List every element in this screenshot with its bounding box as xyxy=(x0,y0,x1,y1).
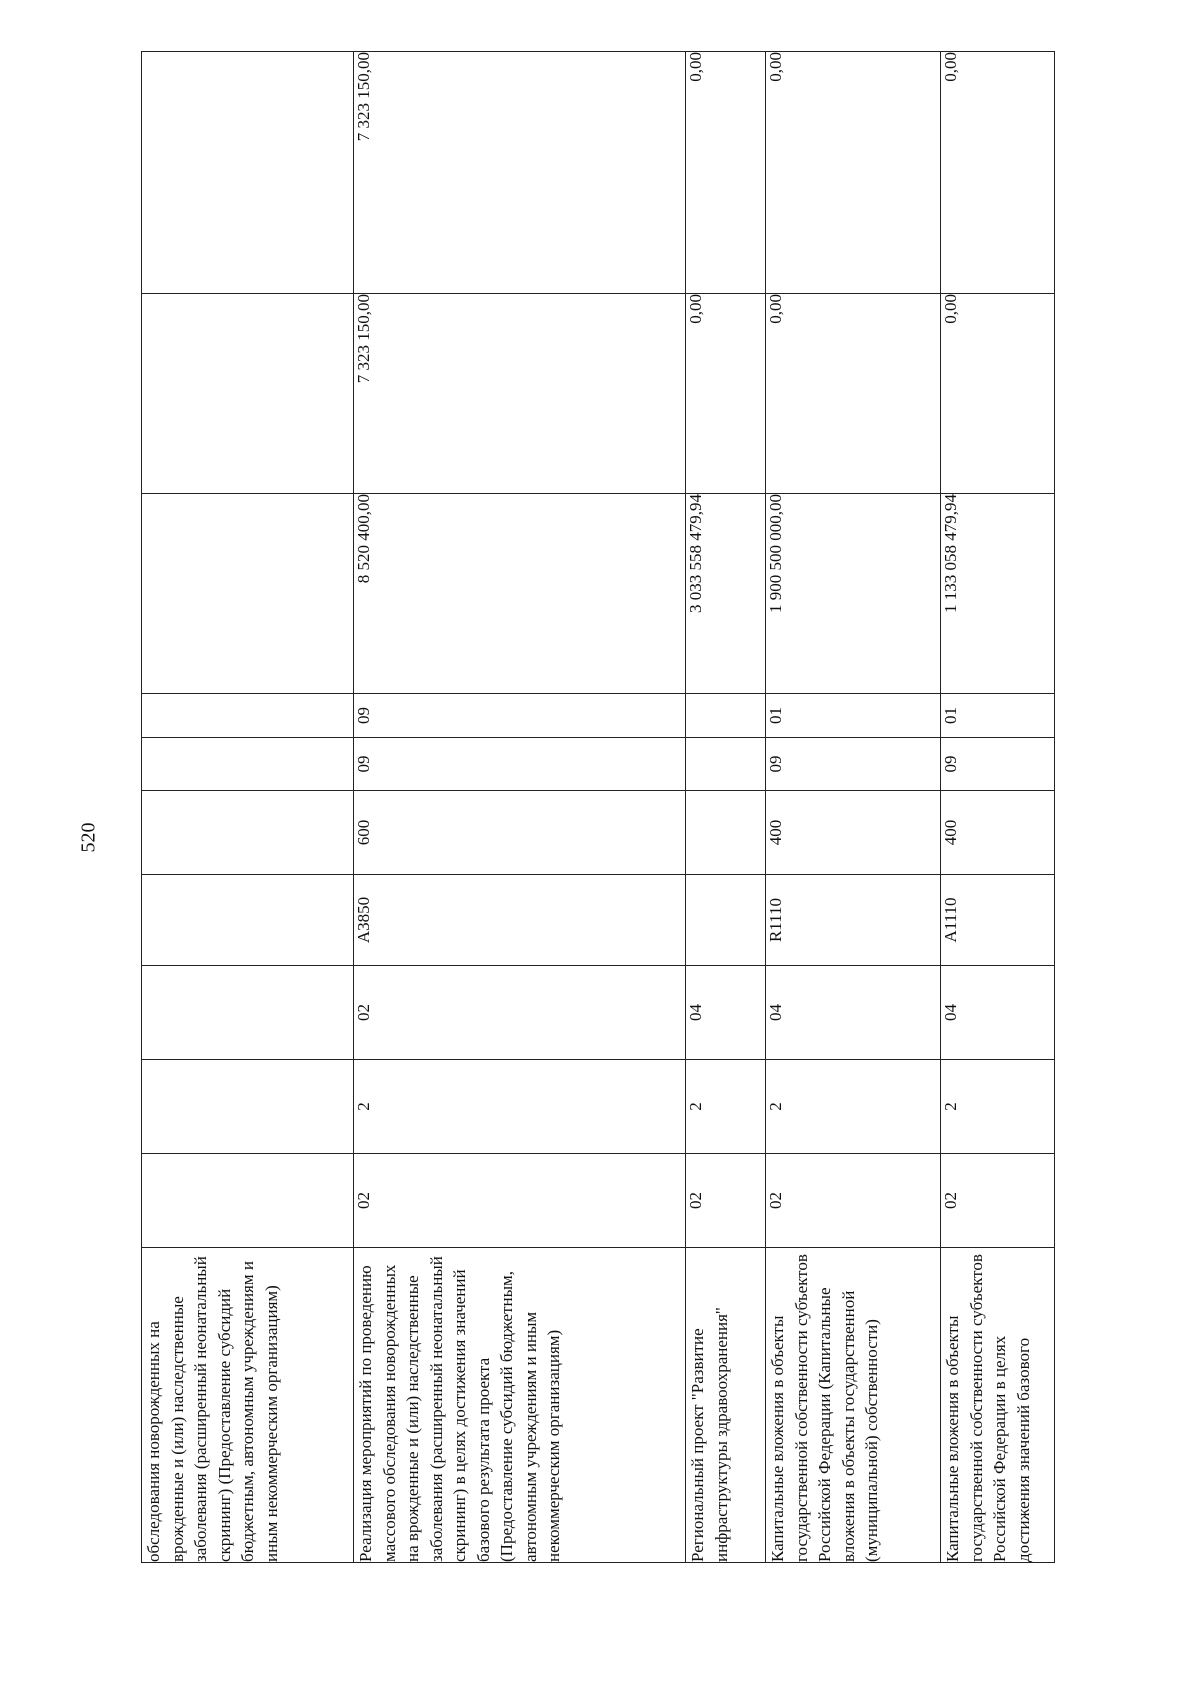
amount-cell: 8 520 400,00 xyxy=(354,494,686,694)
code-cell: R1110 xyxy=(766,875,941,966)
code-cell: 400 xyxy=(941,791,1055,875)
code-cell xyxy=(142,1060,354,1154)
page-number: 520 xyxy=(77,822,100,853)
code-cell: 2 xyxy=(941,1060,1055,1154)
code-cell xyxy=(142,875,354,966)
code-cell xyxy=(142,694,354,738)
code-cell xyxy=(142,1154,354,1248)
amount-cell: 3 033 558 479,94 xyxy=(686,494,766,694)
amount-cell: 0,00 xyxy=(766,52,941,294)
row-description: Региональный проект "Развитие инфраструктуры здравоохранения" xyxy=(686,1248,766,1563)
amount-cell: 7 323 150,00 xyxy=(354,294,686,494)
amount-cell xyxy=(142,52,354,294)
code-cell: 2 xyxy=(686,1060,766,1154)
code-cell xyxy=(142,966,354,1060)
code-cell: 2 xyxy=(354,1060,686,1154)
code-cell: 09 xyxy=(354,738,686,791)
code-cell: 2 xyxy=(766,1060,941,1154)
code-cell: 600 xyxy=(354,791,686,875)
code-cell: 02 xyxy=(941,1154,1055,1248)
code-cell: 02 xyxy=(354,1154,686,1248)
code-cell: 09 xyxy=(766,738,941,791)
code-cell: 02 xyxy=(766,1154,941,1248)
rotated-table-container xyxy=(141,52,1054,1563)
row-description: Реализация мероприятий по проведению массового обследования новорожденных на врожденные и (или) наследственные заболевания (расширенный неонатальный скрининг) в целях достижения значений базового результата проекта (Предоставление субсидий бюджетным, автономным учреждениям и иным некоммерческим организациям) xyxy=(354,1248,686,1563)
code-cell xyxy=(686,694,766,738)
code-cell xyxy=(142,738,354,791)
code-cell: 02 xyxy=(686,1154,766,1248)
amount-cell: 7 323 150,00 xyxy=(354,52,686,294)
amount-cell: 1 133 058 479,94 xyxy=(941,494,1055,694)
table-row xyxy=(354,52,686,1563)
code-cell: 01 xyxy=(766,694,941,738)
code-cell xyxy=(686,738,766,791)
code-cell: A3850 xyxy=(354,875,686,966)
amount-cell: 0,00 xyxy=(941,52,1055,294)
amount-cell xyxy=(142,494,354,694)
table-row xyxy=(766,52,941,1563)
amount-cell: 0,00 xyxy=(766,294,941,494)
code-cell: 09 xyxy=(354,694,686,738)
amount-cell: 0,00 xyxy=(686,52,766,294)
code-cell: 400 xyxy=(766,791,941,875)
table-row xyxy=(941,52,1055,1563)
row-description: Капитальные вложения в объекты государственной собственности субъектов Российской Федерации в целях достижения значений базового xyxy=(941,1248,1055,1563)
table-row xyxy=(686,52,766,1563)
code-cell: 04 xyxy=(686,966,766,1060)
table-row xyxy=(142,52,354,1563)
amount-cell xyxy=(142,294,354,494)
code-cell: 04 xyxy=(766,966,941,1060)
code-cell: 01 xyxy=(941,694,1055,738)
budget-table xyxy=(141,51,1055,1563)
code-cell: A1110 xyxy=(941,875,1055,966)
code-cell xyxy=(686,791,766,875)
code-cell: 04 xyxy=(941,966,1055,1060)
code-cell xyxy=(142,791,354,875)
row-description: обследования новорожденных на врожденные и (или) наследственные заболевания (расширенный неонатальный скрининг) (Предоставление субсидий бюджетным, автономным учреждениям и иным некоммерческим организациям) xyxy=(142,1248,354,1563)
amount-cell: 0,00 xyxy=(941,294,1055,494)
code-cell: 02 xyxy=(354,966,686,1060)
code-cell: 09 xyxy=(941,738,1055,791)
code-cell xyxy=(686,875,766,966)
amount-cell: 0,00 xyxy=(686,294,766,494)
row-description: Капитальные вложения в объекты государственной собственности субъектов Российской Федерации (Капитальные вложения в объекты государственной (муниципальной) собственности) xyxy=(766,1248,941,1563)
amount-cell: 1 900 500 000,00 xyxy=(766,494,941,694)
